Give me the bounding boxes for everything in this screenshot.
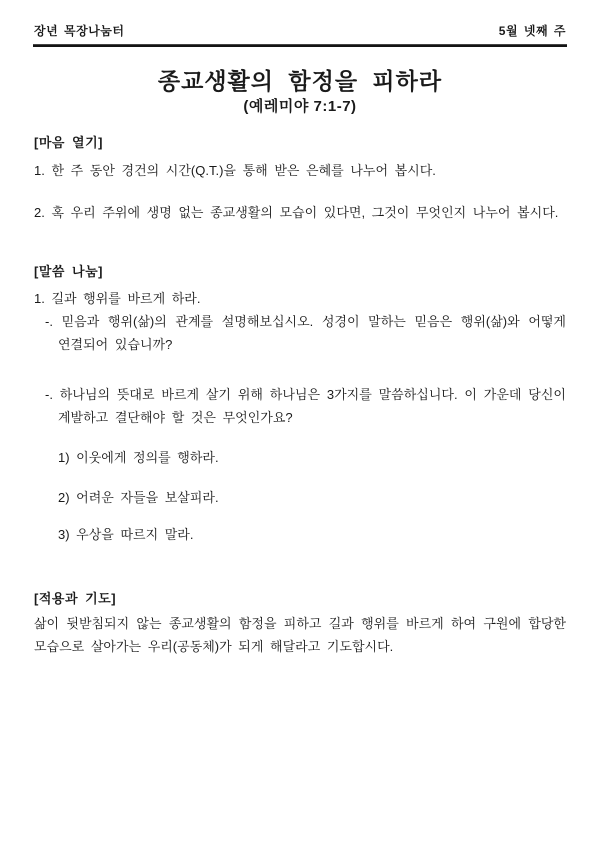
section-word-sharing: [34, 260, 566, 546]
word-sharing-list-item-1: 1) 이웃에게 정의를 행하라.: [58, 450, 219, 465]
mind-opening-question-2: 2. 혹 우리 주위에 생명 없는 종교생활의 모습이 있다면, 그것이 무엇인지 나누어 봅시다.: [34, 205, 559, 220]
application-prayer-text: 삶이 뒷받침되지 않는 종교생활의 함정을 피하고 길과 행위를 바르게 하여 구원에 합당한 모습으로 살아가는 우리(공동체)가 되게 해달라고 기도합시다.: [34, 616, 566, 654]
header-right-text: 5월 넷째 주: [498, 24, 566, 38]
word-sharing-list-item-2: 2) 어려운 자들을 보살피라.: [58, 490, 219, 505]
header-divider-rule: [33, 44, 567, 47]
section-application-prayer: [34, 587, 566, 658]
section-heading-word-sharing: [말씀 나눔]: [34, 264, 104, 279]
section-heading-application-prayer: [적용과 기도]: [34, 591, 117, 606]
word-sharing-point-1: 1. 길과 행위를 바르게 하라.: [34, 291, 201, 306]
document-header: [0, 0, 600, 39]
header-left-text: 장년 목장나눔터: [34, 24, 125, 38]
section-heading-mind-opening: [마음 열기]: [34, 135, 104, 150]
section-mind-opening: [34, 131, 566, 224]
document-body: [0, 131, 600, 658]
mind-opening-question-1: 1. 한 주 동안 경건의 시간(Q.T.)을 통해 받은 은혜를 나누어 봅시다.: [34, 163, 436, 178]
word-sharing-list-item-3: 3) 우상을 따르지 말라.: [58, 527, 194, 542]
title-block: [0, 68, 600, 116]
scripture-reference: (예레미야 7:1-7): [243, 98, 357, 115]
word-sharing-subquestion-2: -. 하나님의 뜻대로 바르게 살기 위해 하나님은 3가지를 말씀하십니다. 이 가운데 당신이 계발하고 결단해야 할 것은 무엇인가요?: [45, 387, 566, 425]
page-title: 종교생활의 함정을 피하라: [157, 68, 443, 94]
word-sharing-subquestion-1: -. 믿음과 행위(삶)의 관계를 설명해보십시오. 성경이 말하는 믿음은 행위(삶)와 어떻게 연결되어 있습니까?: [45, 314, 566, 352]
